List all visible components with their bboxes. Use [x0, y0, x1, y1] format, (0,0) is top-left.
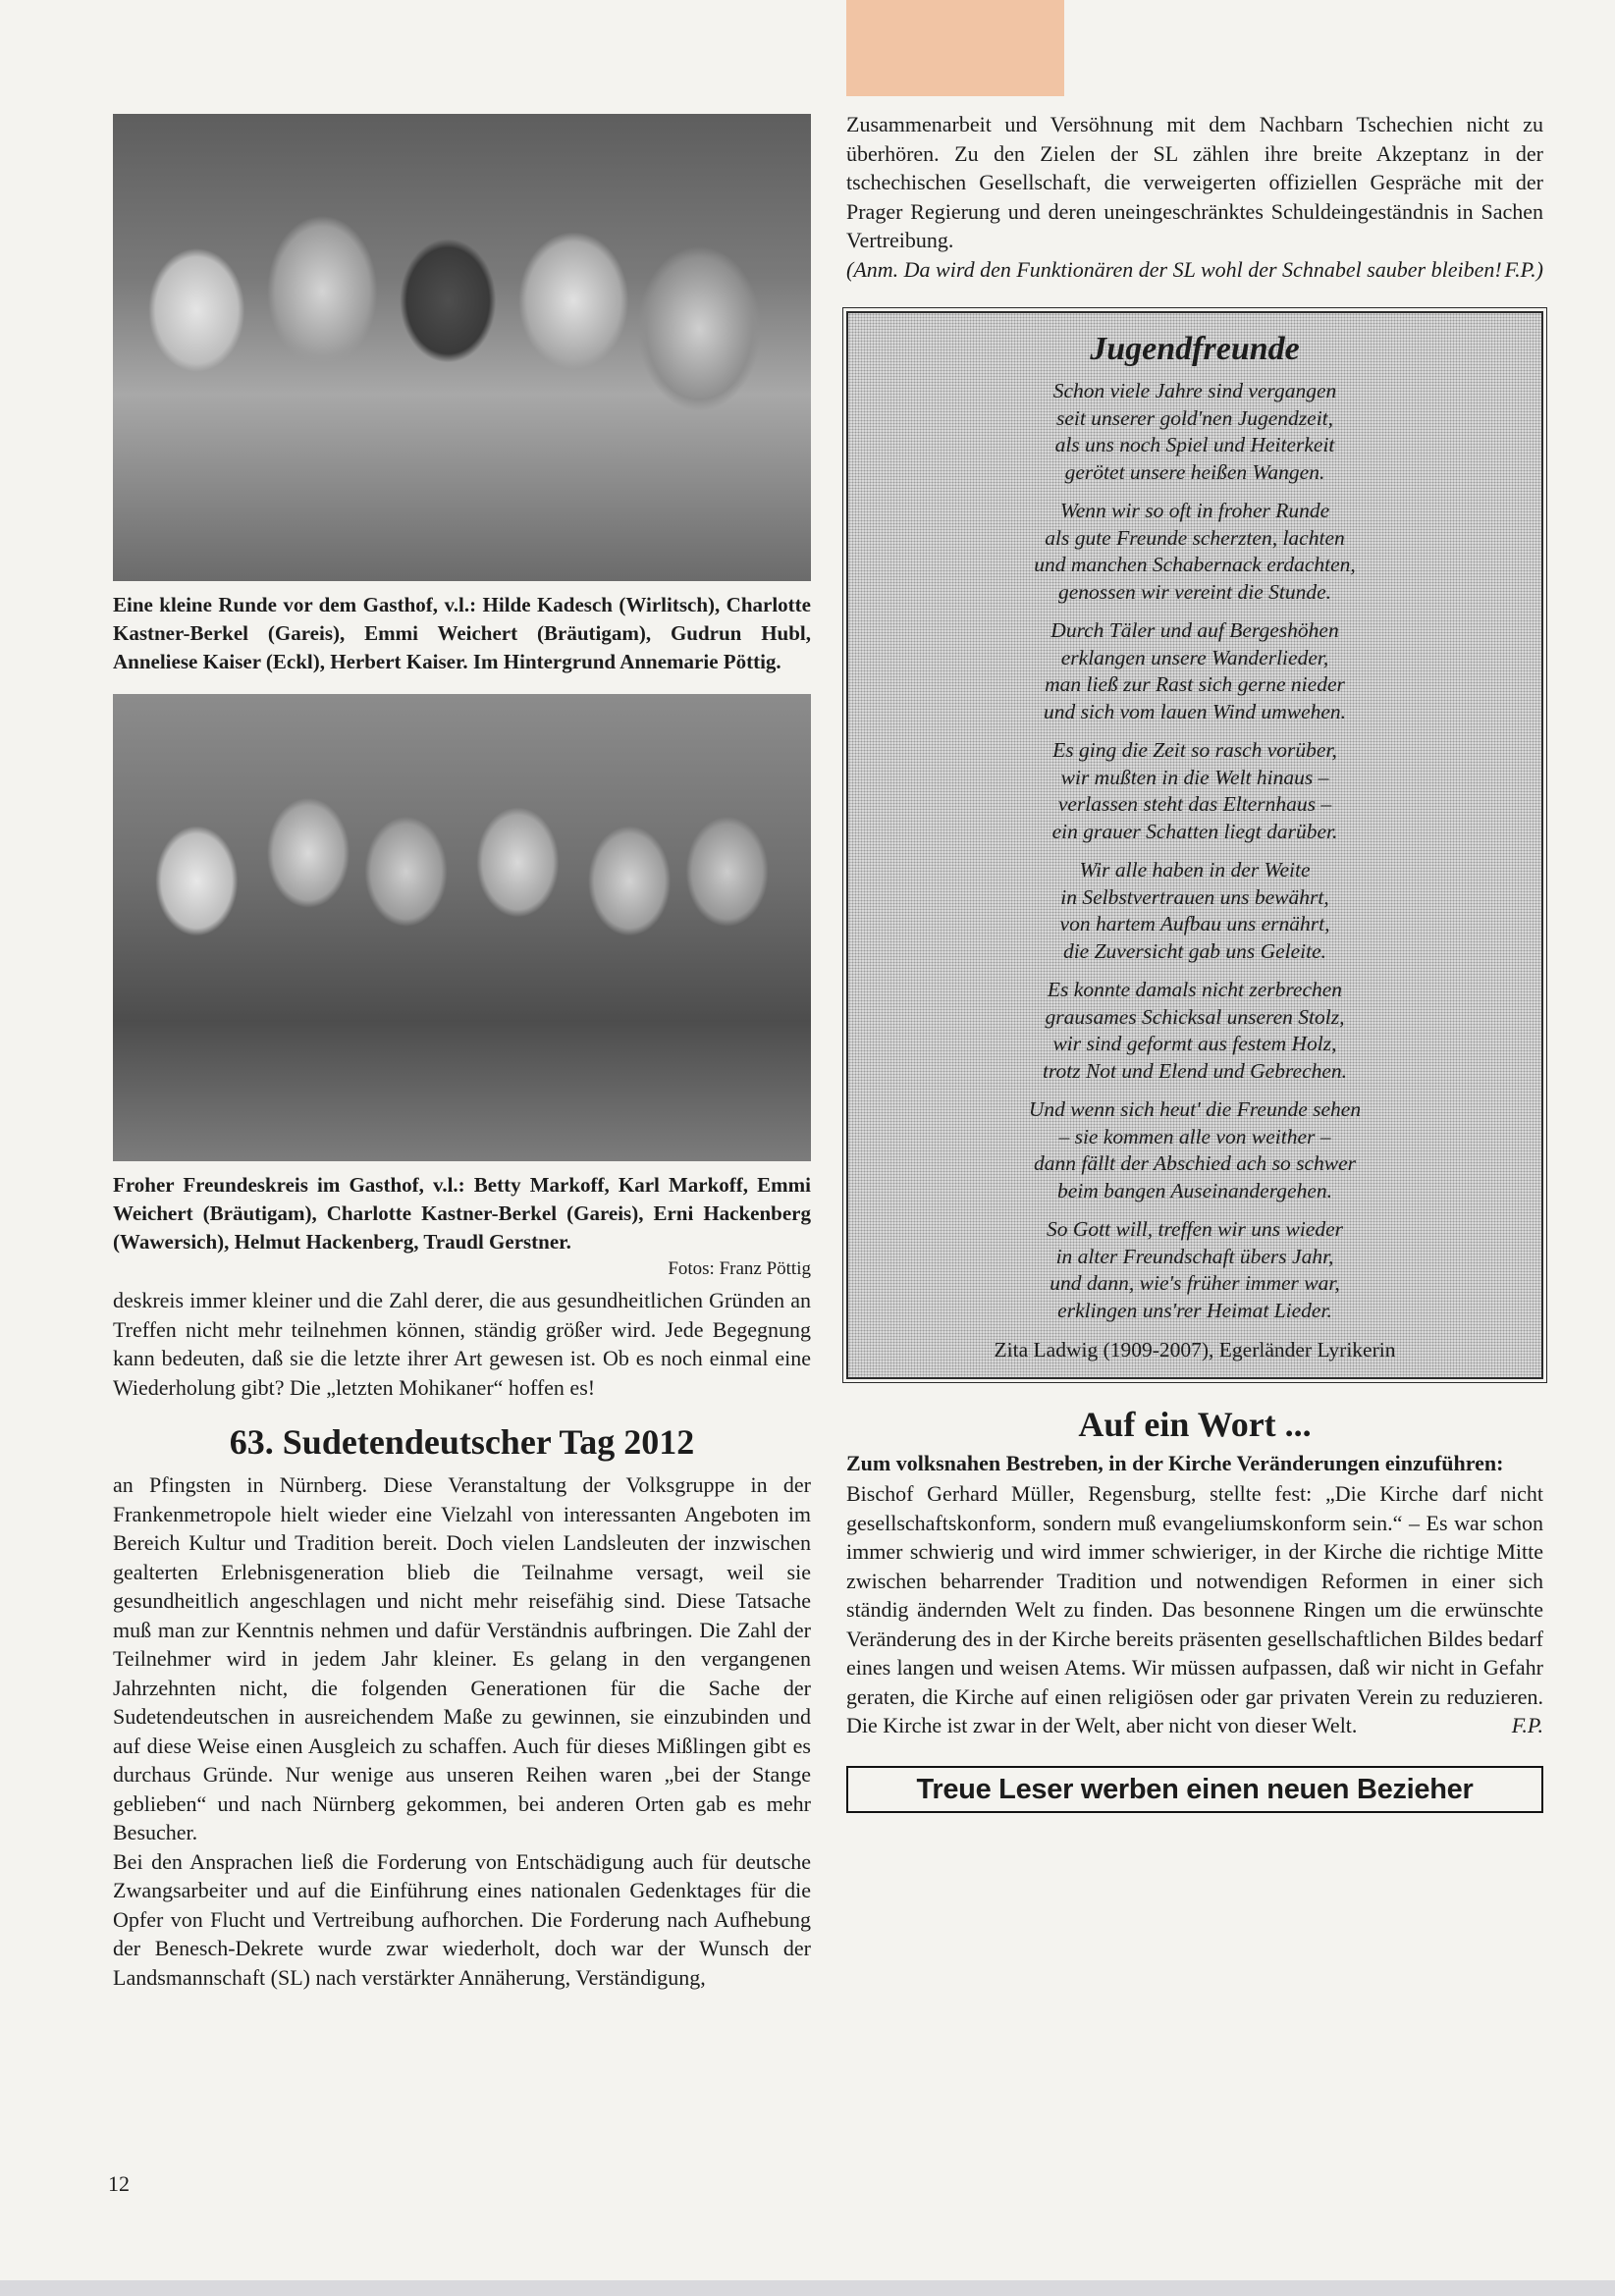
poem-line: man ließ zur Rast sich gerne nieder	[1045, 672, 1345, 696]
poem-line: Es ging die Zeit so rasch vorüber,	[1052, 738, 1337, 762]
poem-line: erklingen uns'rer Heimat Lieder.	[1057, 1298, 1332, 1322]
poem-line: in Selbstvertrauen uns bewährt,	[1060, 884, 1329, 909]
poem-line: und sich vom lauen Wind umwehen.	[1043, 699, 1347, 723]
poem-line: als uns noch Spiel und Heiterkeit	[1054, 433, 1335, 456]
section-subtitle: Zum volksnahen Bestreben, in der Kirche Veränderungen einzuführen:	[846, 1451, 1504, 1475]
poem-line: dann fällt der Abschied ach so schwer	[1033, 1151, 1357, 1175]
poem-line: und dann, wie's früher immer war,	[1050, 1271, 1340, 1295]
page-bottom-edge	[0, 2280, 1615, 2296]
poem-line: Wir alle haben in der Weite	[1079, 858, 1311, 881]
poem-stanza	[878, 1216, 1512, 1324]
poem-stanza	[878, 857, 1512, 965]
poem-box	[846, 311, 1543, 1379]
adhesive-tape	[846, 0, 1064, 96]
left-column	[113, 110, 811, 1992]
poem-line: Und wenn sich heut' die Freunde sehen	[1028, 1097, 1362, 1121]
poem-title: Jugendfreunde	[1090, 331, 1300, 367]
article-continuation: deskreis immer kleiner und die Zahl derer, die aus gesundheitlichen Gründen an Treffen nicht mehr teilnehmen können, ständig größer wird. Jede Begegnung kann bedeuten, daß sie die letzte ihrer Art gewesen ist. Ob es noch einmal eine Wiederholung gibt? Die „letzten Mohikaner“ hoffen es!	[113, 1288, 811, 1400]
poem-line: die Zuversicht gab uns Geleite.	[1062, 938, 1327, 963]
poem-line: wir mußten in die Welt hinaus –	[1060, 765, 1329, 789]
poem-line: ein grauer Schatten liegt darüber.	[1051, 819, 1338, 843]
poem-line: als gute Freunde scherzten, lachten	[1045, 525, 1345, 550]
section-text-body: Bischof Gerhard Müller, Regensburg, stellte fest: „Die Kirche darf nicht gesellschaftskonform, sondern muß evangeliumskonform sein.“ – Es war schon immer schwierig und wird immer schwieriger, in der Kirche die richtige Mitte zwischen beharrender Tradition und notwendigen Reformen in einer sich ständig ändernden Welt zu finden. Das besonnene Ringen um die erwünschte Veränderung des in der Kirche bereits präsenten gesellschaftlichen Bildes bedarf eines langen und weisen Atems. Wir müssen aufpassen, daß wir nicht in Gefahr geraten, die Kirche auf einen religiösen oder gar privaten Verein zu reduzieren. Die Kirche ist zwar in der Welt, aber nicht von dieser Welt.	[846, 1481, 1543, 1737]
editor-note-text: (Anm. Da wird den Funktionären der SL wohl der Schnabel sauber bleiben!	[846, 256, 1502, 282]
photo-caption-2: Froher Freundeskreis im Gasthof, v.l.: Betty Markoff, Karl Markoff, Emmi Weichert (Bräutigam), Charlotte Kastner-Berkel (Gareis), Erni Hackenberg (Wawersich), Helmut Hackenberg, Traudl Gerstner.	[113, 1173, 811, 1254]
poem-stanza	[878, 977, 1512, 1085]
section-signature: F.P.	[1511, 1713, 1543, 1737]
poem-line: Es konnte damals nicht zerbrechen	[1047, 978, 1343, 1001]
poem-author: Zita Ladwig (1909-2007), Egerländer Lyrikerin	[994, 1338, 1396, 1362]
poem-stanzas	[878, 378, 1512, 1324]
page-number: 12	[108, 2171, 130, 2196]
poem-line: trotz Not und Elend und Gebrechen.	[1042, 1058, 1348, 1083]
editor-note	[846, 255, 1543, 285]
poem-line: Wenn wir so oft in froher Runde	[1059, 499, 1330, 522]
photo-credit: Fotos: Franz Pöttig	[668, 1258, 811, 1279]
poem-line: verlassen steht das Elternhaus –	[1057, 792, 1332, 816]
editor-note-signature: F.P.)	[1504, 256, 1543, 282]
poem-line: genossen wir vereint die Stunde.	[1057, 579, 1332, 604]
poem-line: grausames Schicksal unseren Stolz,	[1045, 1004, 1345, 1029]
article-paragraph-1: an Pfingsten in Nürnberg. Diese Veranstaltung der Volksgruppe in der Frankenmetropole hielt wieder eine Vielzahl von interessanten Angeboten im Bereich Kultur und Tradition bereit. Doch vielen Landsleuten der inzwischen gealterten Erlebnisgeneration blieb die Teilnahme versagt, weil sie gesundheitlich angeschlagen und nicht mehr reisefähig sind. Diese Tatsache muß man zur Kenntnis nehmen und dafür Verständnis aufbringen. Die Zahl der Teilnehmer wird in jedem Jahr kleiner. Es gelang in den vergangenen Jahrzehnten nicht, die folgenden Generationen für die Sache der Sudetendeutschen in ausreichendem Maße zu gewinnen, sie einzubinden und auf diese Weise einen Ausgleich zu schaffen. Auch für dieses Mißlingen gibt es durchaus Gründe. Nur wenige aus unseren Reihen waren „bei der Stange geblieben“ und nach Nürnberg gekommen, bei anderen Orten gab es mehr Besucher.	[113, 1472, 811, 1844]
photo-group-outside-inn	[113, 114, 811, 581]
poem-line: gerötet unsere heißen Wangen.	[1064, 459, 1325, 484]
poem-stanza	[878, 617, 1512, 725]
poem-line: von hartem Aufbau uns ernährt,	[1059, 912, 1330, 935]
photo-caption-1: Eine kleine Runde vor dem Gasthof, v.l.: Hilde Kadesch (Wirlitsch), Charlotte Kastner-Berkel (Gareis), Emmi Weichert (Bräutigam), Gudrun Hubl, Anneliese Kaiser (Eckl), Herbert Kaiser. Im Hintergrund Annemarie Pöttig.	[113, 593, 811, 673]
poem-line: seit unserer gold'nen Jugendzeit,	[1055, 405, 1334, 430]
poem-line: So Gott will, treffen wir uns wieder	[1047, 1217, 1343, 1241]
poem-line: und manchen Schabernack erdachten,	[1034, 553, 1356, 576]
photo-image	[113, 114, 811, 581]
poem-line: Schon viele Jahre sind vergangen	[1052, 379, 1337, 402]
photo-friends-in-inn	[113, 694, 811, 1161]
subscriber-banner: Treue Leser werben einen neuen Bezieher	[846, 1766, 1543, 1813]
poem-line: wir sind geformt aus festem Holz,	[1052, 1032, 1337, 1055]
poem-line: beim bangen Auseinandergehen.	[1056, 1178, 1333, 1202]
poem-stanza	[878, 378, 1512, 486]
poem-line: in alter Freundschaft übers Jahr,	[1055, 1244, 1334, 1268]
poem-line: erklangen unsere Wanderlieder,	[1060, 645, 1329, 669]
right-column	[846, 110, 1543, 1813]
poem-stanza	[878, 498, 1512, 606]
section-text	[846, 1479, 1543, 1740]
poem-line: Durch Täler und auf Bergeshöhen	[1050, 618, 1339, 642]
photo-image	[113, 694, 811, 1161]
poem-stanza	[878, 737, 1512, 845]
article-headline: 63. Sudetendeutscher Tag 2012	[229, 1422, 695, 1462]
poem-line: – sie kommen alle von weither –	[1058, 1124, 1331, 1148]
poem-stanza	[878, 1096, 1512, 1204]
article-continuation-right: Zusammenarbeit und Versöhnung mit dem Nachbarn Tschechien nicht zu überhören. Zu den Zielen der SL zählen ihre breite Akzeptanz in der tschechischen Gesellschaft, die verweigerten offiziellen Gespräche mit der Prager Regierung und deren uneingeschränktes Schuldeingeständnis in Sachen Vertreibung.	[846, 112, 1543, 252]
section-title-auf-ein-wort: Auf ein Wort ...	[1078, 1405, 1312, 1444]
article-paragraph-2: Bei den Ansprachen ließ die Forderung von Entschädigung auch für deutsche Zwangsarbeiter und auf die Einführung eines nationalen Gedenktages für die Opfer von Flucht und Vertreibung aufhorchen. Die Forderung nach Aufhebung der Benesch-Dekrete wurde zwar wiederholt, doch war der Wunsch der Landsmannschaft (SL) nach verstärkter Annäherung, Verständigung,	[113, 1848, 811, 1990]
